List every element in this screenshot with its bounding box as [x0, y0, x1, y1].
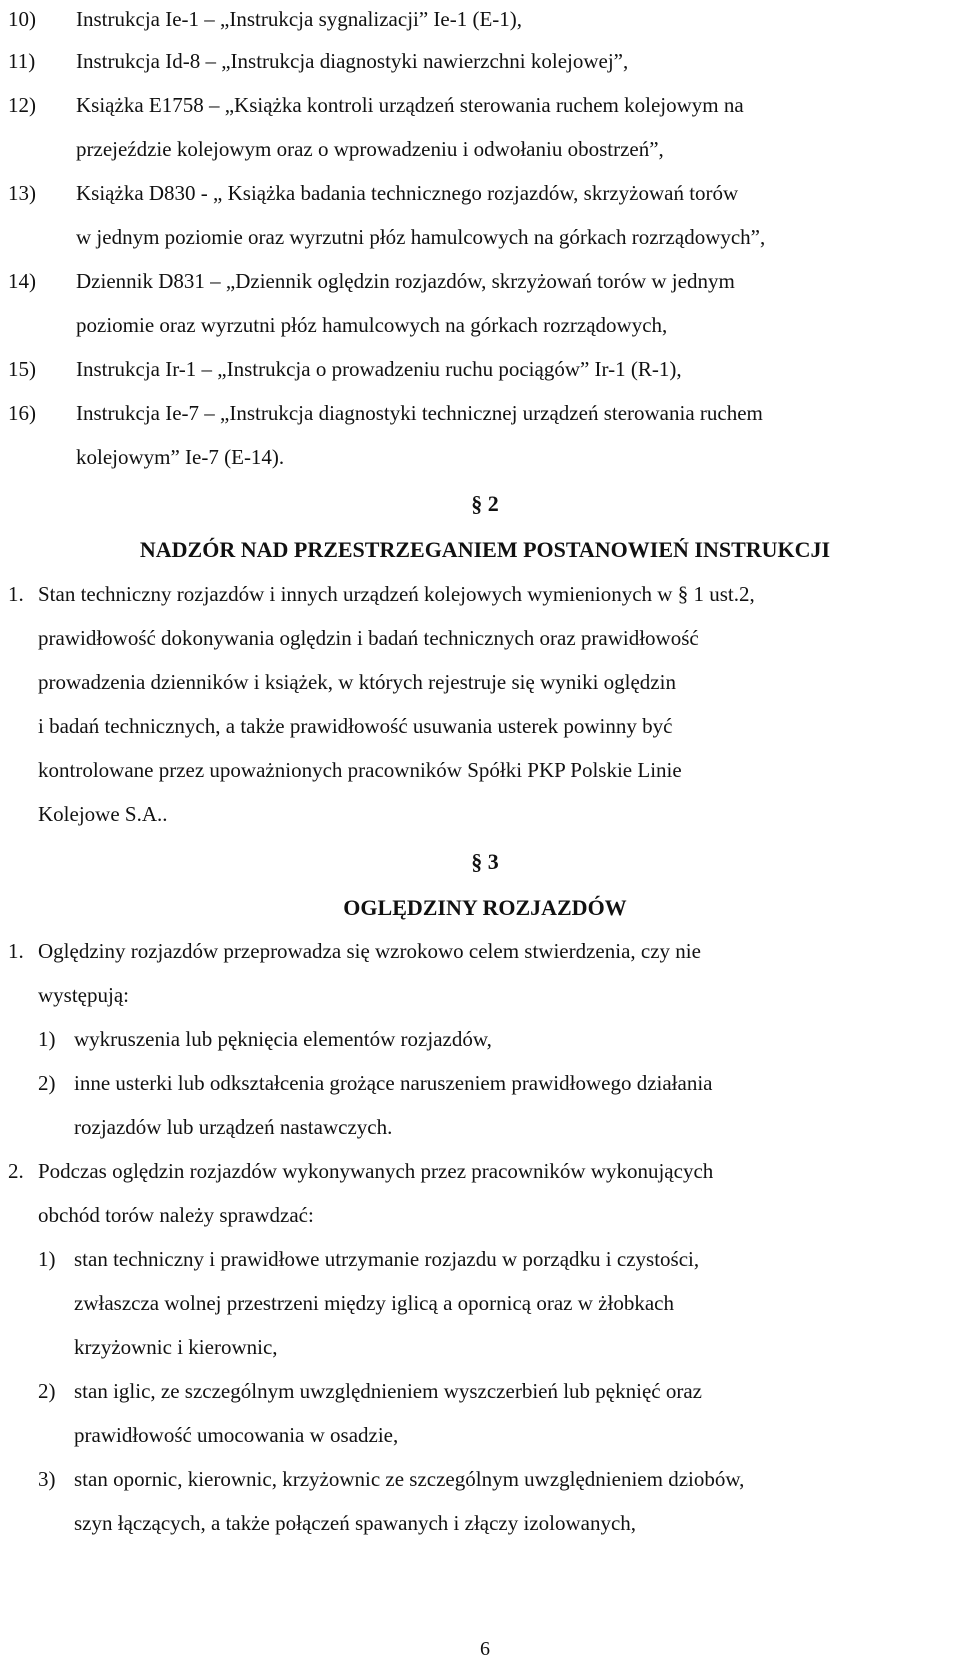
paragraph-text: Stan techniczny rozjazdów i innych urządzeń kolejowych wymienionych w § 1 ust.2, — [38, 582, 755, 606]
list-item-11 — [8, 48, 628, 74]
list-item-13-cont: w jednym poziomie oraz wyrzutni płóz hamulcowych na górkach rozrządowych”, — [76, 225, 766, 249]
sublist-number: 1) — [38, 1027, 56, 1051]
section-2-line: prawidłowość dokonywania oględzin i badań technicznych oraz prawidłowość — [38, 626, 699, 650]
list-text: Instrukcja Ie-1 – „Instrukcja sygnalizacji” Ie-1 (E-1), — [76, 7, 523, 31]
list-text: Książka D830 - „ Książka badania technicznego rozjazdów, skrzyżowań torów — [76, 181, 739, 205]
list-number: 16) — [8, 401, 36, 425]
sublist-text: stan opornic, kierownic, krzyżownic ze szczególnym uwzględnieniem dziobów, — [74, 1467, 745, 1491]
sublist-item-cont: prawidłowość umocowania w osadzie, — [74, 1423, 399, 1447]
section-3-paragraph-2 — [8, 1158, 713, 1184]
list-item-12-cont: przejeździe kolejowym oraz o wprowadzeniu i odwołaniu obostrzeń”, — [76, 137, 664, 161]
list-item-15 — [8, 356, 682, 382]
paragraph-text: Oględziny rozjazdów przeprowadza się wzrokowo celem stwierdzenia, czy nie — [38, 939, 701, 963]
list-text: Instrukcja Ie-7 – „Instrukcja diagnostyki technicznej urządzeń sterowania ruchem — [76, 401, 763, 425]
paragraph-number: 2. — [8, 1159, 24, 1183]
paragraph-number: 1. — [8, 582, 24, 606]
section-2-line: i badań technicznych, a także prawidłowość usuwania usterek powinny być — [38, 714, 673, 738]
list-number: 10) — [8, 7, 36, 31]
sublist-number: 3) — [38, 1467, 56, 1491]
section-2-line: kontrolowane przez upoważnionych pracowników Spółki PKP Polskie Linie — [38, 758, 682, 782]
sublist-number: 1) — [38, 1247, 56, 1271]
list-number: 15) — [8, 357, 36, 381]
list-number: 12) — [8, 93, 36, 117]
sublist-item-cont: rozjazdów lub urządzeń nastawczych. — [74, 1115, 393, 1139]
list-text: Książka E1758 – „Książka kontroli urządzeń sterowania ruchem kolejowym na — [76, 93, 744, 117]
sublist-text: wykruszenia lub pęknięcia elementów rozjazdów, — [74, 1027, 492, 1051]
list-text: Instrukcja Id-8 – „Instrukcja diagnostyki nawierzchni kolejowej”, — [76, 49, 629, 73]
section-2-paragraph-1 — [8, 581, 755, 607]
sublist-item — [38, 1026, 492, 1052]
paragraph-text: Podczas oględzin rozjazdów wykonywanych przez pracowników wykonujących — [38, 1159, 714, 1183]
sublist-item-cont: szyn łączących, a także połączeń spawanych i złączy izolowanych, — [74, 1511, 637, 1535]
list-number: 13) — [8, 181, 36, 205]
sublist-text: stan iglic, ze szczególnym uwzględnieniem wyszczerbień lub pęknięć oraz — [74, 1379, 702, 1403]
sublist-text: inne usterki lub odkształcenia grożące naruszeniem prawidłowego działania — [74, 1071, 713, 1095]
list-text: Instrukcja Ir-1 – „Instrukcja o prowadzeniu ruchu pociągów” Ir-1 (R-1), — [76, 357, 682, 381]
sublist-item-cont: zwłaszcza wolnej przestrzeni między iglicą a opornicą oraz w żłobkach — [74, 1291, 674, 1315]
sublist-number: 2) — [38, 1379, 56, 1403]
list-item-10 — [8, 6, 522, 32]
list-number: 14) — [8, 269, 36, 293]
page-number: 6 — [480, 1638, 490, 1660]
sublist-text: stan techniczny i prawidłowe utrzymanie rozjazdu w porządku i czystości, — [74, 1247, 700, 1271]
sublist-item — [38, 1466, 744, 1492]
section-3-title: OGLĘDZINY ROZJAZDÓW — [343, 895, 627, 920]
list-item-16-cont: kolejowym” Ie-7 (E-14). — [76, 445, 285, 469]
sublist-item — [38, 1070, 713, 1096]
section-3-line: występują: — [38, 983, 129, 1007]
sublist-item — [38, 1246, 699, 1272]
list-text: Dziennik D831 – „Dziennik oględzin rozjazdów, skrzyżowań torów w jednym — [76, 269, 735, 293]
section-2-line: Kolejowe S.A.. — [38, 802, 168, 826]
list-item-14 — [8, 268, 735, 294]
list-item-16 — [8, 400, 763, 426]
paragraph-number: 1. — [8, 939, 24, 963]
list-item-14-cont: poziomie oraz wyrzutni płóz hamulcowych na górkach rozrządowych, — [76, 313, 668, 337]
section-2-title: NADZÓR NAD PRZESTRZEGANIEM POSTANOWIEŃ INSTRUKCJI — [139, 537, 831, 562]
section-3-line: obchód torów należy sprawdzać: — [38, 1203, 314, 1227]
section-2-mark: § 2 — [471, 491, 499, 516]
section-3-mark: § 3 — [471, 849, 499, 874]
section-2-line: prowadzenia dzienników i książek, w których rejestruje się wyniki oględzin — [38, 670, 676, 694]
list-item-13 — [8, 180, 738, 206]
list-number: 11) — [8, 49, 36, 73]
sublist-item — [38, 1378, 702, 1404]
sublist-number: 2) — [38, 1071, 56, 1095]
section-3-paragraph-1 — [8, 938, 701, 964]
sublist-item-cont: krzyżownic i kierownic, — [74, 1335, 278, 1359]
list-item-12 — [8, 92, 744, 118]
